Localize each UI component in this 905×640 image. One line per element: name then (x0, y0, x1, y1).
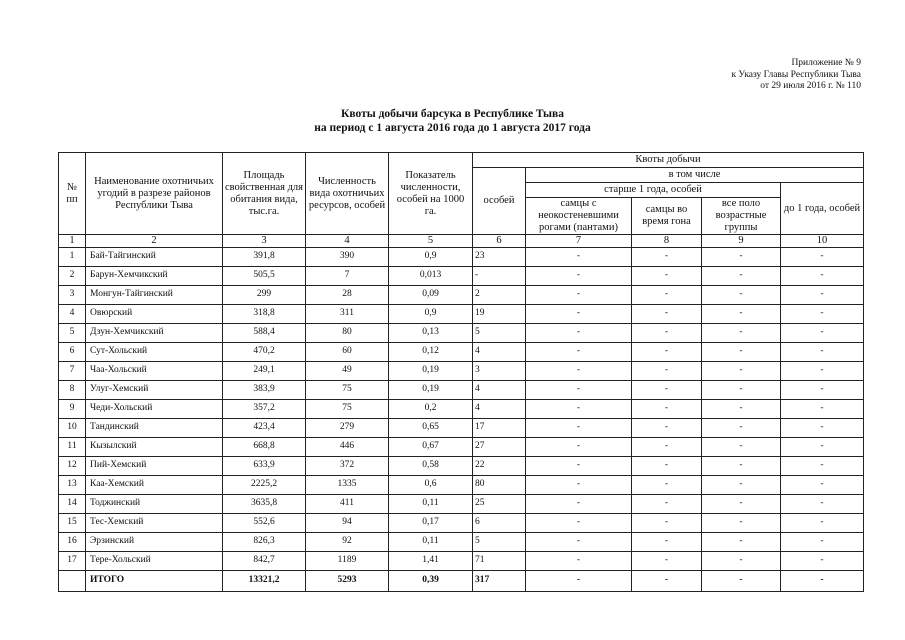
header-under-one: до 1 года, особей (781, 183, 864, 235)
row-number: 16 (59, 533, 86, 552)
row-number: 2 (59, 267, 86, 286)
column-number-row (59, 235, 864, 248)
index-cell: 0,2 (389, 400, 473, 419)
index-cell: 0,65 (389, 419, 473, 438)
all-ages-cell: - (702, 400, 781, 419)
all-ages-cell: - (702, 305, 781, 324)
area-cell: 668,8 (223, 438, 306, 457)
district-name: Каа-Хемский (86, 476, 223, 495)
document-title (0, 107, 905, 135)
col-number: 2 (86, 235, 223, 248)
table-row (59, 305, 864, 324)
quota-total-cell: 23 (473, 248, 526, 267)
header-quotas: Квоты добычи (473, 153, 864, 168)
population-cell: 28 (306, 286, 389, 305)
males-antlers-cell: - (526, 305, 632, 324)
all-ages-cell: - (702, 419, 781, 438)
population-cell: 60 (306, 343, 389, 362)
table-row (59, 457, 864, 476)
row-number: 13 (59, 476, 86, 495)
annex-line-2: к Указу Главы Республики Тыва (731, 69, 861, 80)
area-cell: 357,2 (223, 400, 306, 419)
district-name: Эрзинский (86, 533, 223, 552)
population-cell: 311 (306, 305, 389, 324)
under-one-cell: - (781, 362, 864, 381)
area-cell: 423,4 (223, 419, 306, 438)
index-cell: 0,11 (389, 495, 473, 514)
table-row (59, 400, 864, 419)
under-one-cell: - (781, 514, 864, 533)
population-cell: 49 (306, 362, 389, 381)
population-cell: 80 (306, 324, 389, 343)
index-cell: 1,41 (389, 552, 473, 571)
quota-total-cell: 5 (473, 324, 526, 343)
males-antlers-cell: - (526, 286, 632, 305)
index-cell: 0,9 (389, 248, 473, 267)
col-number: 6 (473, 235, 526, 248)
index-cell: 0,39 (389, 571, 473, 592)
all-ages-cell: - (702, 343, 781, 362)
population-cell: 411 (306, 495, 389, 514)
under-one-cell: - (781, 286, 864, 305)
quota-total-cell: 3 (473, 362, 526, 381)
table-row (59, 495, 864, 514)
header-index: Показатель численности, особей на 1000 га. (389, 153, 473, 235)
table-row (59, 438, 864, 457)
row-number: 14 (59, 495, 86, 514)
quota-total-cell: 71 (473, 552, 526, 571)
area-cell: 470,2 (223, 343, 306, 362)
quota-total-cell: 17 (473, 419, 526, 438)
all-ages-cell: - (702, 571, 781, 592)
under-one-cell: - (781, 248, 864, 267)
annex-line-3: от 29 июля 2016 г. № 110 (760, 81, 861, 91)
males-rut-cell: - (632, 343, 702, 362)
index-cell: 0,09 (389, 286, 473, 305)
row-number: 15 (59, 514, 86, 533)
area-cell: 2225,2 (223, 476, 306, 495)
index-cell: 0,12 (389, 343, 473, 362)
males-antlers-cell: - (526, 362, 632, 381)
table-body (59, 248, 864, 592)
under-one-cell: - (781, 476, 864, 495)
population-cell: 75 (306, 381, 389, 400)
quota-total-cell: 22 (473, 457, 526, 476)
district-name: Тоджинский (86, 495, 223, 514)
col-number: 4 (306, 235, 389, 248)
males-antlers-cell: - (526, 533, 632, 552)
row-number: 3 (59, 286, 86, 305)
title-line-2: на период с 1 августа 2016 года до 1 августа 2017 года (314, 122, 591, 134)
row-number: 12 (59, 457, 86, 476)
index-cell: 0,9 (389, 305, 473, 324)
under-one-cell: - (781, 343, 864, 362)
under-one-cell: - (781, 305, 864, 324)
table-row (59, 419, 864, 438)
quota-total-cell: 6 (473, 514, 526, 533)
quota-total-cell: 80 (473, 476, 526, 495)
row-number: 8 (59, 381, 86, 400)
quota-table (58, 152, 864, 592)
males-antlers-cell: - (526, 419, 632, 438)
col-number: 10 (781, 235, 864, 248)
males-antlers-cell: - (526, 343, 632, 362)
district-name: Пий-Хемский (86, 457, 223, 476)
under-one-cell: - (781, 495, 864, 514)
district-name: Кызылский (86, 438, 223, 457)
header-all-ages: все поло возрастные группы (702, 198, 781, 235)
index-cell: 0,11 (389, 533, 473, 552)
population-cell: 1189 (306, 552, 389, 571)
area-cell: 842,7 (223, 552, 306, 571)
index-cell: 0,58 (389, 457, 473, 476)
all-ages-cell: - (702, 286, 781, 305)
area-cell: 391,8 (223, 248, 306, 267)
col-number: 3 (223, 235, 306, 248)
males-antlers-cell: - (526, 495, 632, 514)
district-name: Овюрский (86, 305, 223, 324)
table-row (59, 381, 864, 400)
table-row (59, 552, 864, 571)
males-rut-cell: - (632, 495, 702, 514)
under-one-cell: - (781, 571, 864, 592)
all-ages-cell: - (702, 362, 781, 381)
row-number: 1 (59, 248, 86, 267)
table-row (59, 267, 864, 286)
quota-total-cell: 4 (473, 381, 526, 400)
area-cell: 383,9 (223, 381, 306, 400)
area-cell: 588,4 (223, 324, 306, 343)
under-one-cell: - (781, 419, 864, 438)
population-cell: 75 (306, 400, 389, 419)
index-cell: 0,013 (389, 267, 473, 286)
males-rut-cell: - (632, 362, 702, 381)
index-cell: 0,67 (389, 438, 473, 457)
males-rut-cell: - (632, 400, 702, 419)
index-cell: 0,13 (389, 324, 473, 343)
quota-total-cell: 19 (473, 305, 526, 324)
under-one-cell: - (781, 381, 864, 400)
males-antlers-cell: - (526, 476, 632, 495)
all-ages-cell: - (702, 495, 781, 514)
males-antlers-cell: - (526, 324, 632, 343)
under-one-cell: - (781, 533, 864, 552)
males-rut-cell: - (632, 381, 702, 400)
col-number: 8 (632, 235, 702, 248)
males-rut-cell: - (632, 476, 702, 495)
males-rut-cell: - (632, 248, 702, 267)
area-cell: 249,1 (223, 362, 306, 381)
row-number: 17 (59, 552, 86, 571)
males-rut-cell: - (632, 514, 702, 533)
total-row (59, 571, 864, 592)
under-one-cell: - (781, 438, 864, 457)
row-number: 11 (59, 438, 86, 457)
males-antlers-cell: - (526, 457, 632, 476)
district-name: Дзун-Хемчикский (86, 324, 223, 343)
quota-total-cell: - (473, 267, 526, 286)
col-number: 9 (702, 235, 781, 248)
under-one-cell: - (781, 324, 864, 343)
district-name: Сут-Хольский (86, 343, 223, 362)
district-name: Чеди-Хольский (86, 400, 223, 419)
males-rut-cell: - (632, 324, 702, 343)
males-rut-cell: - (632, 267, 702, 286)
header-males-rut: самцы во время гона (632, 198, 702, 235)
row-number: 4 (59, 305, 86, 324)
males-antlers-cell: - (526, 267, 632, 286)
table-row (59, 286, 864, 305)
all-ages-cell: - (702, 552, 781, 571)
area-cell: 299 (223, 286, 306, 305)
males-antlers-cell: - (526, 381, 632, 400)
population-cell: 279 (306, 419, 389, 438)
annex-line-1: Приложение № 9 (791, 58, 861, 68)
males-antlers-cell: - (526, 514, 632, 533)
quota-total-cell: 2 (473, 286, 526, 305)
all-ages-cell: - (702, 457, 781, 476)
all-ages-cell: - (702, 381, 781, 400)
row-number: 9 (59, 400, 86, 419)
area-cell: 826,3 (223, 533, 306, 552)
header-males-antlers: самцы с неокостеневшими рогами (пантами) (526, 198, 632, 235)
table-row (59, 533, 864, 552)
row-number: 6 (59, 343, 86, 362)
table-row (59, 514, 864, 533)
table-row (59, 343, 864, 362)
table-row (59, 324, 864, 343)
males-rut-cell: - (632, 286, 702, 305)
header-population: Численность вида охотничьих ресурсов, особей (306, 153, 389, 235)
district-name: Чаа-Хольский (86, 362, 223, 381)
population-cell: 92 (306, 533, 389, 552)
population-cell: 94 (306, 514, 389, 533)
all-ages-cell: - (702, 476, 781, 495)
index-cell: 0,6 (389, 476, 473, 495)
quota-total-cell: 4 (473, 343, 526, 362)
males-antlers-cell: - (526, 400, 632, 419)
header-including: в том числе (526, 168, 864, 183)
males-rut-cell: - (632, 552, 702, 571)
district-name: Тере-Хольский (86, 552, 223, 571)
population-cell: 5293 (306, 571, 389, 592)
population-cell: 372 (306, 457, 389, 476)
population-cell: 7 (306, 267, 389, 286)
district-name: Улуг-Хемский (86, 381, 223, 400)
district-name: Монгун-Тайгинский (86, 286, 223, 305)
header-total-individuals: особей (473, 168, 526, 235)
area-cell: 633,9 (223, 457, 306, 476)
all-ages-cell: - (702, 248, 781, 267)
index-cell: 0,19 (389, 381, 473, 400)
under-one-cell: - (781, 457, 864, 476)
header-area: Площадь свойственная для обитания вида, тыс.га. (223, 153, 306, 235)
all-ages-cell: - (702, 533, 781, 552)
population-cell: 1335 (306, 476, 389, 495)
under-one-cell: - (781, 400, 864, 419)
area-cell: 552,6 (223, 514, 306, 533)
row-number (59, 571, 86, 592)
header-name: Наименование охотничьих угодий в разрезе районов Республики Тыва (86, 153, 223, 235)
district-name: Тандинский (86, 419, 223, 438)
table-row (59, 248, 864, 267)
males-rut-cell: - (632, 571, 702, 592)
population-cell: 390 (306, 248, 389, 267)
header-older-than-one: старше 1 года, особей (526, 183, 781, 198)
males-rut-cell: - (632, 305, 702, 324)
males-rut-cell: - (632, 457, 702, 476)
area-cell: 13321,2 (223, 571, 306, 592)
table-row (59, 476, 864, 495)
all-ages-cell: - (702, 438, 781, 457)
males-rut-cell: - (632, 533, 702, 552)
district-name: ИТОГО (86, 571, 223, 592)
all-ages-cell: - (702, 514, 781, 533)
table-row (59, 362, 864, 381)
quota-total-cell: 4 (473, 400, 526, 419)
col-number: 5 (389, 235, 473, 248)
males-rut-cell: - (632, 419, 702, 438)
col-number: 7 (526, 235, 632, 248)
district-name: Бай-Тайгинский (86, 248, 223, 267)
index-cell: 0,17 (389, 514, 473, 533)
header-no: № пп (59, 153, 86, 235)
col-number: 1 (59, 235, 86, 248)
all-ages-cell: - (702, 267, 781, 286)
quota-total-cell: 317 (473, 571, 526, 592)
under-one-cell: - (781, 267, 864, 286)
males-antlers-cell: - (526, 571, 632, 592)
quota-total-cell: 5 (473, 533, 526, 552)
row-number: 5 (59, 324, 86, 343)
row-number: 7 (59, 362, 86, 381)
area-cell: 505,5 (223, 267, 306, 286)
under-one-cell: - (781, 552, 864, 571)
index-cell: 0,19 (389, 362, 473, 381)
row-number: 10 (59, 419, 86, 438)
quota-total-cell: 25 (473, 495, 526, 514)
males-antlers-cell: - (526, 248, 632, 267)
all-ages-cell: - (702, 324, 781, 343)
population-cell: 446 (306, 438, 389, 457)
area-cell: 318,8 (223, 305, 306, 324)
district-name: Барун-Хемчикский (86, 267, 223, 286)
annex-block (731, 58, 861, 93)
males-antlers-cell: - (526, 552, 632, 571)
district-name: Тес-Хемский (86, 514, 223, 533)
males-rut-cell: - (632, 438, 702, 457)
males-antlers-cell: - (526, 438, 632, 457)
area-cell: 3635,8 (223, 495, 306, 514)
title-line-1: Квоты добычи барсука в Республике Тыва (341, 108, 564, 120)
quota-total-cell: 27 (473, 438, 526, 457)
